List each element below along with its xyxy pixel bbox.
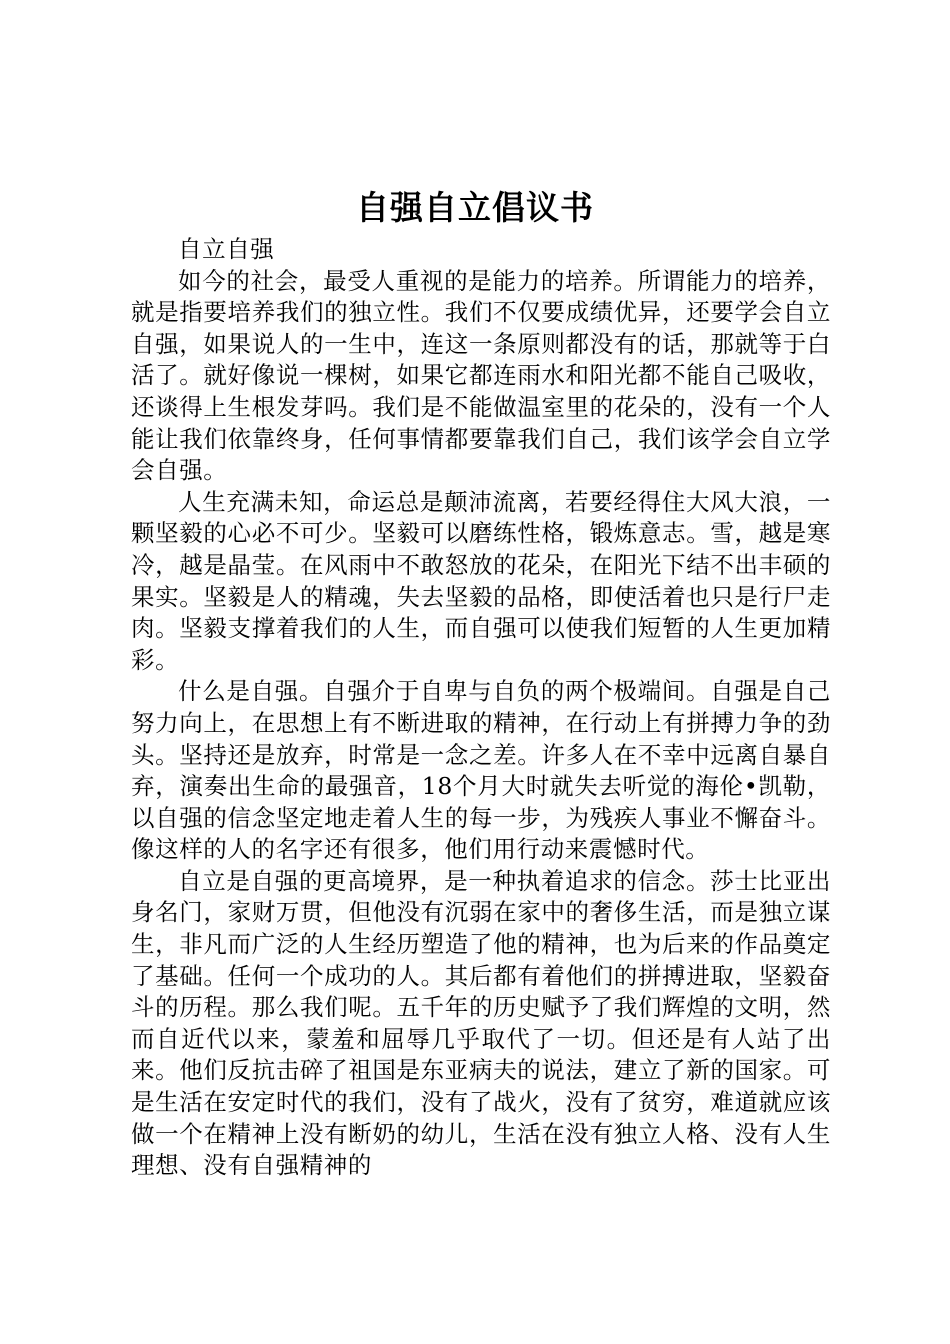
paragraph: 人生充满未知，命运总是颠沛流离，若要经得住大风大浪，一颗坚毅的心必不可少。坚毅可以磨练性格，锻炼意志。雪，越是寒冷，越是晶莹。在风雨中不敢怒放的花朵，在阳光下结不出丰硕的果实。坚毅是人的精魂，失去坚毅的品格，即使活着也只是行尸走肉。坚毅支撑着我们的人生，而自强可以使我们短暂的人生更加精彩。 bbox=[131, 487, 831, 674]
paragraph: 什么是自强。自强介于自卑与自负的两个极端间。自强是自己努力向上，在思想上有不断进取的精神，在行动上有拼搏力争的劲头。坚持还是放弃，时常是一念之差。许多人在不幸中远离自暴自弃，演奏出生命的最强音，18个月大时就失去听觉的海伦•凯勒，以自强的信念坚定地走着人生的每一步，为残疾人事业不懈奋斗。像这样的人的名字还有很多，他们用行动来震憾时代。 bbox=[131, 677, 831, 864]
document-subtitle: 自立自强 bbox=[178, 235, 275, 263]
paragraph: 如今的社会，最受人重视的是能力的培养。所谓能力的培养，就是指要培养我们的独立性。我们不仅要成绩优异，还要学会自立自强，如果说人的一生中，连这一条原则都没有的话，那就等于白活了。就好像说一棵树，如果它都连雨水和阳光都不能自己吸收，还谈得上生根发芽吗。我们是不能做温室里的花朵的，没有一个人能让我们依靠终身，任何事情都要靠我们自己，我们该学会自立学会自强。 bbox=[131, 266, 831, 485]
paragraph: 自立是自强的更高境界，是一种执着追求的信念。莎士比亚出身名门，家财万贯，但他没有沉弱在家中的奢侈生活，而是独立谋生，非凡而广泛的人生经历塑造了他的精神，也为后来的作品奠定了基础。任何一个成功的人。其后都有着他们的拼搏进取，坚毅奋斗的历程。那么我们呢。五千年的历史赋予了我们辉煌的文明，然而自近代以来，蒙羞和屈辱几乎取代了一切。但还是有人站了出来。他们反抗击碎了祖国是东亚病夫的说法，建立了新的国家。可是生活在安定时代的我们，没有了战火，没有了贫穷，难道就应该做一个在精神上没有断奶的幼儿，生活在没有独立人格、没有人生理想、没有自强精神的 bbox=[131, 866, 831, 1180]
document-body bbox=[131, 234, 831, 1182]
document-title: 自强自立倡议书 bbox=[356, 188, 594, 227]
